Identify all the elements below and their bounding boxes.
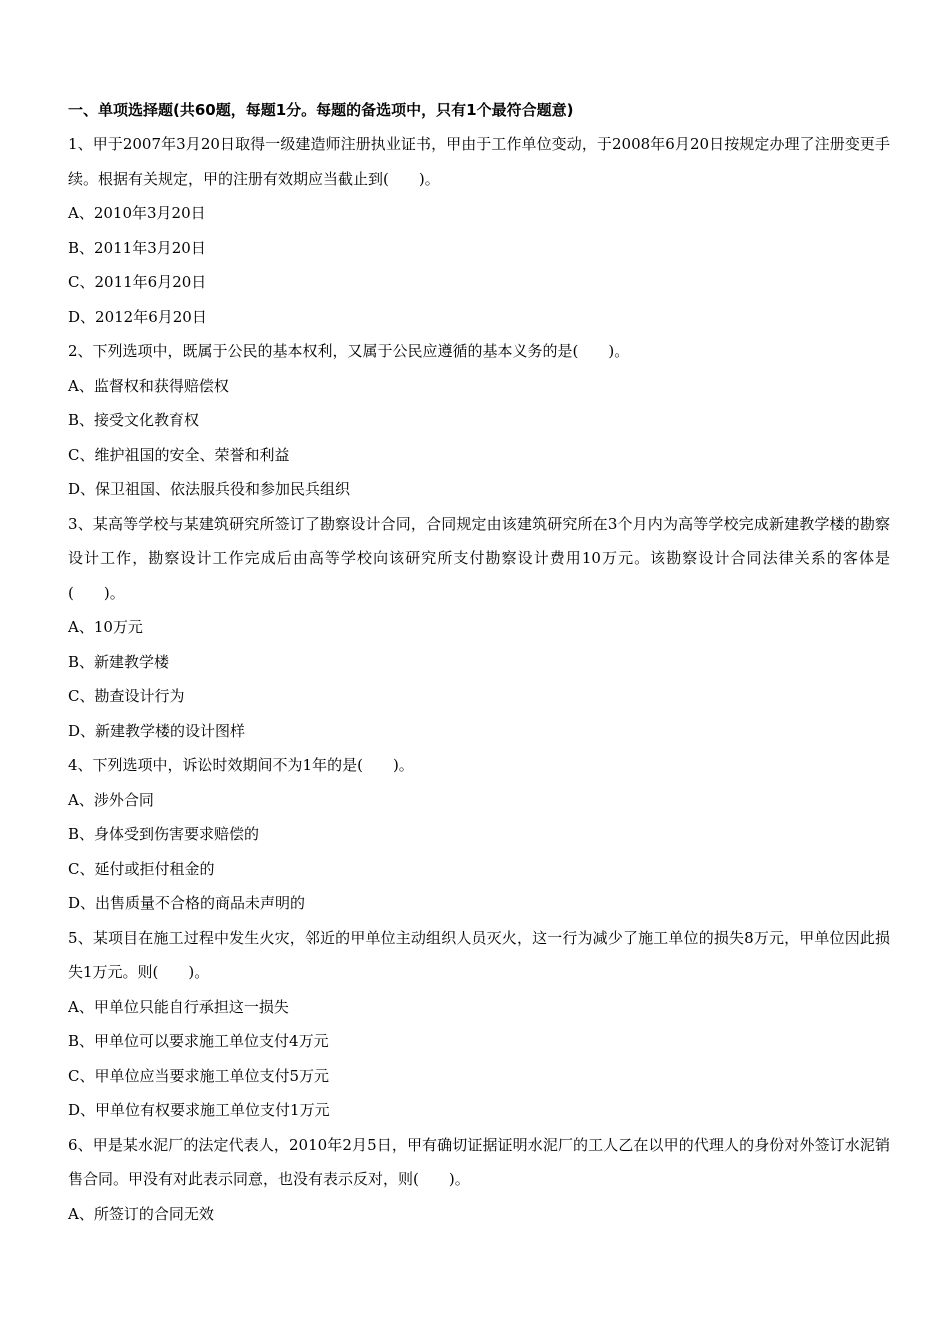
question-1 — [68, 127, 890, 334]
question-stem: 4、下列选项中，诉讼时效期间不为1年的是( )。 — [68, 756, 414, 774]
option-d: D、保卫祖国、依法服兵役和参加民兵组织 — [68, 480, 351, 498]
option-a: A、涉外合同 — [68, 790, 154, 809]
option-c: C、勘查设计行为 — [68, 687, 185, 705]
question-6 — [68, 1128, 890, 1232]
option-c: C、维护祖国的安全、荣誉和利益 — [68, 445, 290, 464]
option-b: B、身体受到伤害要求赔偿的 — [68, 825, 260, 843]
option-b: B、新建教学楼 — [68, 652, 170, 671]
option-d: D、2012年6月20日 — [68, 307, 207, 326]
question-stem: 6、甲是某水泥厂的法定代表人，2010年2月5日，甲有确切证据证明水泥厂的工人乙在以甲的代理人的身份对外签订水泥销售合同。甲没有对此表示同意，也没有表示反对，则( )。 — [68, 1135, 890, 1188]
option-a: A、2010年3月20日 — [68, 204, 206, 222]
option-a: A、所签订的合同无效 — [68, 1204, 214, 1223]
question-4 — [68, 748, 890, 921]
question-stem: 5、某项目在施工过程中发生火灾，邻近的甲单位主动组织人员灭火，这一行为减少了施工单位的损失8万元，甲单位因此损失1万元。则( )。 — [68, 928, 890, 981]
question-stem: 3、某高等学校与某建筑研究所签订了勘察设计合同，合同规定由该建筑研究所在3个月内为高等学校完成新建教学楼的勘察设计工作，勘察设计工作完成后由高等学校向该研究所支付勘察设计费用10万元。该勘察设计合同法律关系的客体是( )。 — [68, 514, 890, 602]
option-a: A、10万元 — [68, 618, 143, 636]
question-stem: 2、下列选项中，既属于公民的基本权利，又属于公民应遵循的基本义务的是( )。 — [68, 342, 630, 360]
question-stem: 1、甲于2007年3月20日取得一级建造师注册执业证书，甲由于工作单位变动，于2008年6月20日按规定办理了注册变更手续。根据有关规定，甲的注册有效期应当截止到( )。 — [68, 135, 890, 188]
option-d: D、新建教学楼的设计图样 — [68, 721, 246, 740]
option-c: C、延付或拒付租金的 — [68, 859, 215, 878]
option-d: D、甲单位有权要求施工单位支付1万元 — [68, 1101, 330, 1119]
exam-content — [68, 93, 890, 1231]
option-c: C、甲单位应当要求施工单位支付5万元 — [68, 1066, 330, 1085]
option-c: C、2011年6月20日 — [68, 273, 207, 291]
option-b: B、甲单位可以要求施工单位支付4万元 — [68, 1032, 329, 1050]
section-title: 一、单项选择题(共60题，每题1分。每题的备选项中，只有1个最符合题意) — [68, 101, 574, 119]
option-d: D、出售质量不合格的商品未声明的 — [68, 894, 306, 912]
option-b: B、2011年3月20日 — [68, 238, 206, 257]
option-b: B、接受文化教育权 — [68, 411, 200, 429]
option-a: A、甲单位只能自行承担这一损失 — [68, 997, 289, 1016]
question-5 — [68, 921, 890, 1128]
option-a: A、监督权和获得赔偿权 — [68, 376, 229, 395]
question-2 — [68, 334, 890, 507]
question-3 — [68, 507, 890, 749]
